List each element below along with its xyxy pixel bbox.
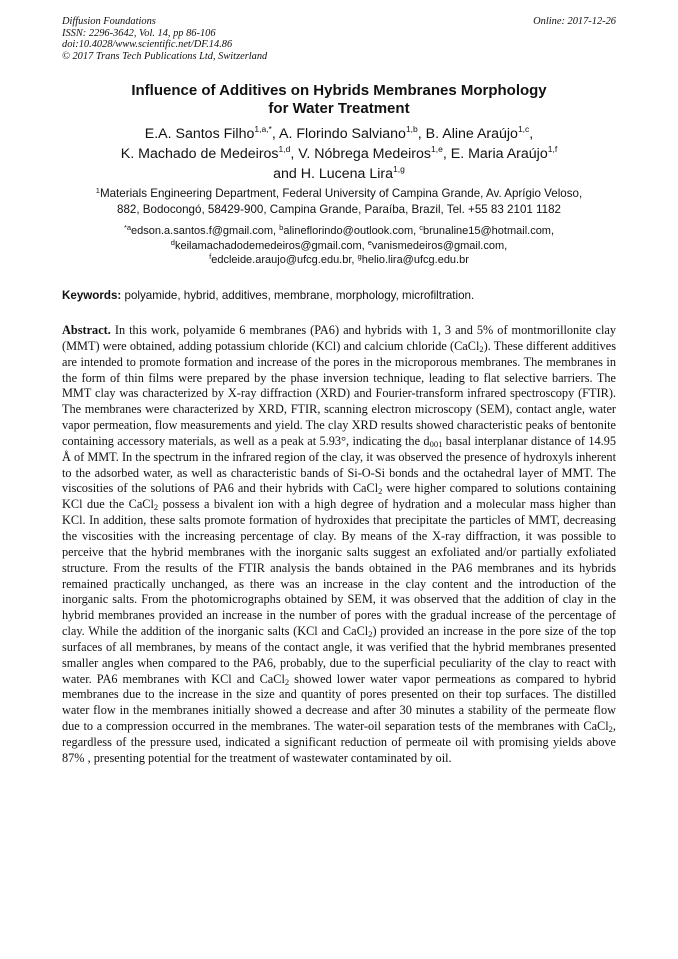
- keywords: [62, 289, 616, 303]
- keywords-label: Keywords:: [62, 289, 122, 302]
- email-line-2: $^d$keilamachadodemedeiros@gmail.com, $^e$vanismedeiros@gmail.com,: [170, 237, 508, 252]
- email-address[interactable]: alineflorindo@outlook.com: [283, 225, 414, 237]
- subscript: 001: [429, 438, 443, 449]
- title-line-1: Influence of Additives on Hybrids Membranes Morphology: [131, 82, 547, 99]
- subscript: 2: [368, 629, 373, 640]
- author-line-3: [62, 164, 616, 184]
- email-sup: d: [170, 237, 175, 247]
- email-sup: b: [279, 223, 284, 232]
- authors-and: and: [273, 166, 297, 182]
- doi-line: doi:10.4028/www.scientific.net/DF.14.86: [62, 39, 233, 51]
- abstract: [62, 323, 616, 767]
- affiliation-text-1: Materials Engineering Department, Federal University of Campina Grande, Av. Aprígio Veloso,: [99, 187, 583, 200]
- journal-header: [62, 16, 267, 62]
- author-name: K. Machado de Medeiros: [120, 146, 279, 162]
- abstract-label: Abstract.: [62, 323, 111, 337]
- author-sup: 1,b: [405, 124, 418, 134]
- author-name: V. Nóbrega Medeiros: [298, 146, 432, 162]
- affiliation: [62, 186, 616, 218]
- abstract-text: ) provided an increase in the pore size of the top surfaces of all membranes, by means of the contact angle, it was verified that the hybrid membranes presented smaller angles when compared to the PA6, probably, due to the superficial peculiarity of the clay to react with water. PA6 membranes with KCl and CaCl: [62, 624, 616, 686]
- subscript: 2: [153, 502, 159, 513]
- author-list: [62, 124, 616, 184]
- paper-title: [62, 82, 616, 118]
- email-address[interactable]: brunaline15@hotmail.com: [423, 225, 551, 237]
- author-sup: 1,e: [431, 144, 443, 154]
- email-address[interactable]: helio.lira@ufcg.edu.br: [361, 254, 469, 267]
- subscript: 2: [608, 724, 613, 735]
- subscript: 2: [479, 343, 484, 354]
- email-list: [62, 224, 616, 268]
- affiliation-line-2: 882, Bodocongó, 58429-900, Campina Grande, Paraíba, Brazil, Tel. +55 83 2101 1182: [117, 203, 561, 216]
- author-sup: 1,d: [278, 144, 291, 154]
- author-name: E.A. Santos Filho: [144, 126, 255, 142]
- email-sup: g: [357, 252, 362, 262]
- journal-name: Diffusion Foundations: [62, 16, 156, 27]
- email-address[interactable]: edcleide.araujo@ufcg.edu.br: [211, 254, 352, 267]
- issn-line: ISSN: 2296-3642, Vol. 14, pp 86-106: [62, 27, 216, 39]
- title-line-2: for Water Treatment: [268, 100, 410, 117]
- author-sup: 1,g: [393, 164, 405, 174]
- abstract-text: basal interplanar distance of 14.95 Å of MMT. In the spectrum in the infrared region of the clay, it was observed the presence of hydroxyls inherent to the adsorbed water, as well as characteristic bands of Si-O-Si bonds and the octahedral layer of MMT. The viscosities of the solutions of PA6 and their hybrids with CaCl: [62, 433, 616, 496]
- abstract-text: , regardless of the pressure used, indicated a significant reduction of permeate oil with promising yields above 87% , presenting potential for the treatment of wastewater contaminated by oil.: [62, 719, 616, 765]
- author-name: B. Aline Araújo: [425, 126, 518, 142]
- affiliation-sup: 1: [95, 186, 100, 195]
- abstract-text: ). These different additives are intended to promote formation and increase of the pores in the microporous membranes. The membranes in the form of thin films were prepared by the phase inversion technique, leading to flat selective barriers. The MMT clay was characterized by X-ray diffraction (XRD) and Fourier-transform infrared spectroscopy (FTIR). The membranes were characterized by XRD, FTIR, scanning electron microscopy (SEM), contact angle, water vapor permeation, flow measurements and yield. The clay XRD results showed characteristic peaks of bentonite containing accessory materials, as well as a peak at 5.93°, indicating the d: [62, 338, 616, 448]
- affiliation-line-1: [62, 186, 616, 202]
- author-sup: 1,f: [547, 144, 558, 154]
- abstract-text: were higher compared to solutions containing KCl due the CaCl: [62, 481, 616, 512]
- abstract-text: In this work, polyamide 6 membranes (PA6) and hybrids with 1, 3 and 5% of montmorillonite clay (MMT) were obtained, adding potassium chloride (KCl) and calcium chloride (CaCl: [62, 323, 616, 353]
- subscript: 2: [378, 486, 383, 497]
- author-sup: 1,a,*: [254, 124, 272, 134]
- author-name: A. Florindo Salviano: [278, 126, 406, 142]
- email-line-1: $^{*a}$edson.a.santos.f@gmail.com, $^b$alineflorindo@outlook.com, $^c$brunaline15@hotmail.com,: [123, 223, 555, 237]
- abstract-text: possess a bivalent ion with a high degree of hydration and a molecular mass higher than KCl. In addition, these salts promote formation of hydroxides that precipitate the particles of MMT, decreasing the viscosities with the increasing percentage of clay. By means of the X-ray diffraction, it was possible to perceive that the hybrid membranes with the inorganic salts suggest an exfoliated and/or partially exfoliated structure. From the results of the FTIR analysis the bands obtained in the PA6 membranes and its hybrids remained practically unchanged, as there was an increase in the clay content and the introduction of the inorganic salts. From the photomicrographs obtained by SEM, it was observed that the addition of clay in the hybrid membranes provided an increase in the number of pores with the gradual increase of the percentage of clay. While the addition of the inorganic salts (KCl and CaCl: [62, 497, 616, 639]
- abstract-text: showed lower water vapor permeations as compared to hybrid membranes due to the increase in the size and quantity of pores presented on their top surfaces. The distilled water flow in the membranes initially showed a decrease and after 30 minutes a stability of the permeate flow due to a compression occurred in the membranes. The water-oil separation tests of the membranes with CaCl: [62, 671, 617, 734]
- email-sup: f: [209, 252, 212, 262]
- email-address[interactable]: vanismedeiros@gmail.com: [371, 239, 505, 252]
- author-sup: 1,c: [517, 124, 530, 134]
- online-date: Online: 2017-12-26: [533, 16, 616, 27]
- subscript: 2: [284, 676, 290, 687]
- author-name: E. Maria Araújo: [450, 146, 548, 162]
- keywords-text: polyamide, hybrid, additives, membrane, morphology, microfiltration.: [124, 289, 475, 302]
- email-address[interactable]: keilamachadodemedeiros@gmail.com: [174, 239, 362, 252]
- author-line-1: E.A. Santos Filho$^{1,a,*}$, A. Florindo Salviano$^{1,b}$, B. Aline Araújo$^{1,c}$,: [144, 124, 534, 142]
- email-sup: c: [419, 223, 424, 232]
- email-sup: e: [367, 237, 372, 247]
- author-name: H. Lucena Lira: [300, 166, 394, 182]
- copyright-line: © 2017 Trans Tech Publications Ltd, Switzerland: [62, 50, 268, 62]
- author-line-2: K. Machado de Medeiros$^{1,d}$, V. Nóbrega Medeiros$^{1,e}$, E. Maria Araújo$^{1,f}$: [120, 144, 558, 162]
- email-line-3: $^f$edcleide.araujo@ufcg.edu.br, $^g$helio.lira@ufcg.edu.br: [209, 252, 469, 267]
- email-address[interactable]: edson.a.santos.f@gmail.com: [131, 225, 274, 237]
- email-sup: *a: [123, 223, 132, 232]
